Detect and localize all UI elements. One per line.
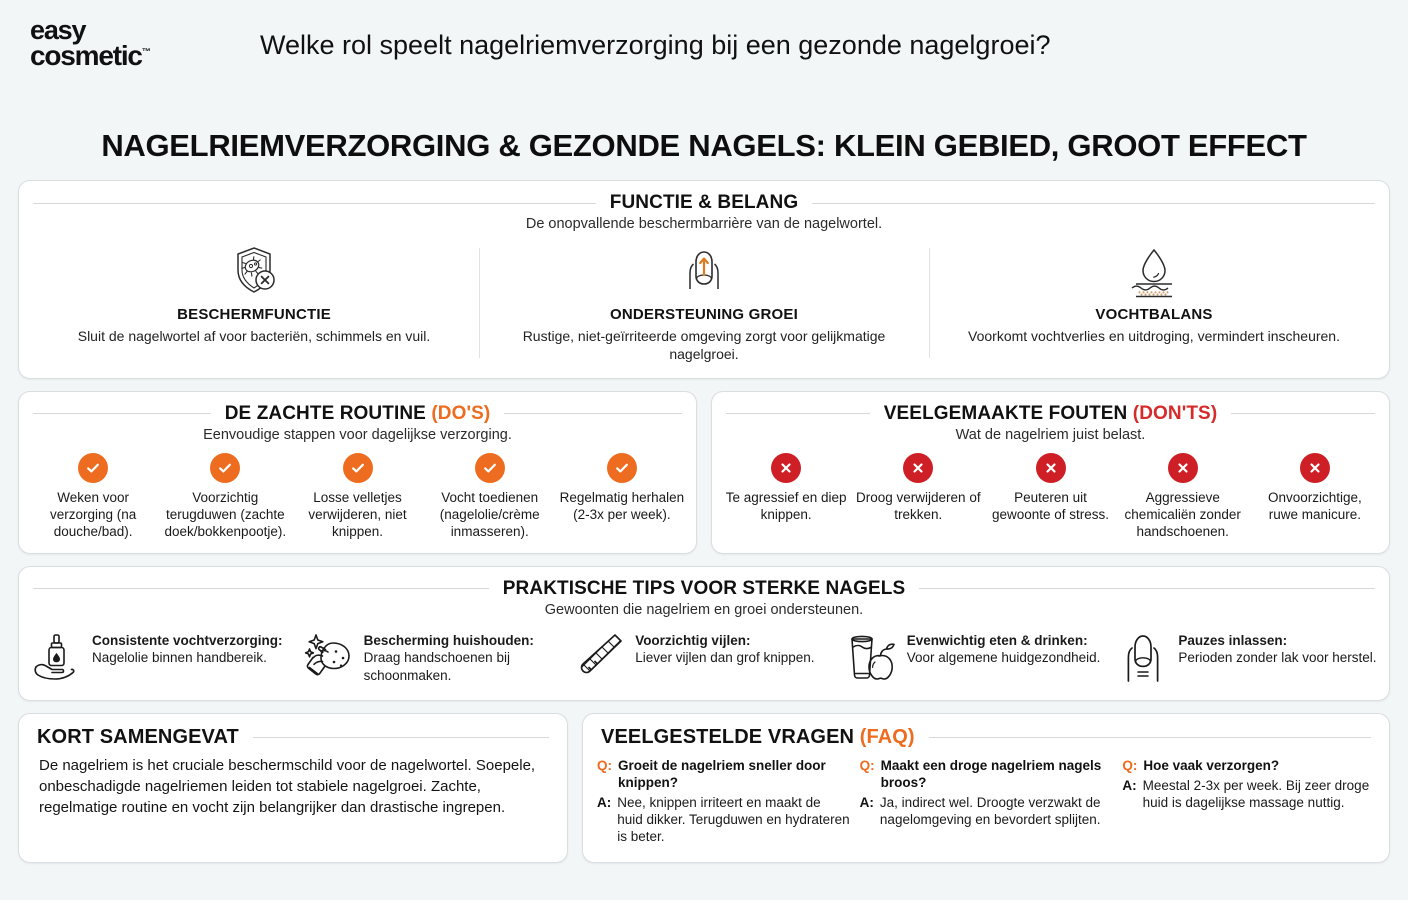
faq-q-label: Q: [859,757,875,773]
faq-answer-text: Nee, knippen irriteert en maakt de huid dikker. Terugduwen en hydrateren is beter. [617,794,850,844]
dos-item-text: Losse velletjes verwijderen, niet knippen. [308,489,407,539]
cross-icon [903,453,933,483]
function-section-header [19,192,1389,214]
function-column-desc: Voorkomt vochtverlies en uitdroging, vermindert inscheuren. [968,328,1340,344]
cross-icon [1300,453,1330,483]
brand-trademark: ™ [141,46,151,57]
list-item [984,453,1116,541]
dos-section-card [18,391,697,554]
water-drop-skin-layers-icon [943,242,1365,300]
list-item [1111,628,1383,686]
tips-items [19,622,1389,700]
list-item [1117,453,1249,541]
donts-section-card [711,391,1390,554]
summary-section-title: KORT SAMENGEVAT [37,725,239,748]
dos-section-subtitle: Eenvoudige stappen voor dagelijkse verzorging. [203,426,512,443]
donts-item-text: Droog verwijderen of trekken. [856,489,981,522]
function-section-subtitle: De onopvallende beschermbarrière van de nagelwortel. [525,216,883,232]
donts-item-text: Aggressieve chemicaliën zonder handschoenen. [1124,489,1241,539]
list-item [852,453,984,541]
tip-label: Voorzichtig vijlen: [635,632,751,648]
faq-a-label: A: [597,794,612,810]
shield-germ-blocked-icon [43,242,465,300]
dos-item-text: Weken voor verzorging (na douche/bad). [49,489,137,539]
tip-body [907,628,1101,667]
list-item [720,453,852,541]
brand-logo [30,14,260,70]
cross-icon [771,453,801,483]
tip-desc: Voor algemene huidgezondheid. [906,650,1101,666]
function-column-title: BESCHERMFUNCTIE [177,306,331,323]
header-rule-left [33,413,211,414]
glove-sponge-sparkle-icon [303,628,355,686]
tip-body [92,628,283,667]
faq-item [597,757,850,848]
dos-item-text: Voorzichtig terugduwen (zachte doek/bokkenpootje). [164,489,287,539]
header-rule-left [33,588,489,589]
tip-label: Pauzes inlassen: [1178,632,1288,648]
donts-item-text: Onvoorzichtige, ruwe manicure. [1268,489,1362,522]
tips-section-title: PRAKTISCHE TIPS VOOR STERKE NAGELS [502,577,906,599]
tip-label: Evenwichtig eten & drinken: [906,632,1088,648]
faq-question-text: Hoe vaak verzorgen? [1143,757,1280,773]
tip-label: Bescherming huishouden: [363,632,534,648]
list-item [291,453,423,541]
main-headline: NAGELRIEMVERZORGING & GEZONDE NAGELS: KLEIN GEBIED, GROOT EFFECT [101,128,1307,163]
faq-question [597,757,850,791]
header-rule-right [812,203,1375,204]
cross-icon [1036,453,1066,483]
list-item [424,453,556,541]
check-icon [78,453,108,483]
faq-item [1122,757,1375,848]
header-rule-right [929,737,1371,738]
faq-q-label: Q: [1122,757,1138,773]
cross-icon [1168,453,1198,483]
list-item [27,453,159,541]
tips-section-subtitle: Gewoonten die nagelriem en groei ondersteunen. [544,601,864,618]
faq-question-text: Maakt een droge nagelriem nagels broos? [880,757,1102,790]
dos-section-header [19,403,696,425]
tip-desc: Perioden zonder lak voor herstel. [1178,650,1377,666]
summary-section-header [19,726,567,749]
faq-answer-text: Meestal 2-3x per week. Bij zeer droge huid is dagelijkse massage nuttig. [1142,777,1370,810]
dos-items [19,447,696,553]
faq-section-title [601,726,915,749]
function-column-title: VOCHTBALANS [1095,306,1213,323]
faq-answer [860,794,1113,828]
header-rule-right [919,588,1375,589]
header-rule-left [726,413,870,414]
content-wrap [0,180,1408,863]
tip-desc: Nagelolie binnen handbereik. [92,650,267,666]
tip-desc: Draag handschoenen bij schoonmaken. [363,650,510,683]
header-rule-right [504,413,682,414]
page-header [0,0,1408,110]
summary-text: De nagelriem is het cruciale beschermschild voor de nagelwortel. Soepele, onbeschadigde nagelriemen leiden tot stabiele nagelgroei. Zachte, regelmatige routine en vocht zijn belangrijker dan drastische ingrepen. [39,756,536,817]
brand-logo-line1: easy [30,15,86,45]
page-title: Welke rol speelt nagelriemverzorging bij een gezonde nagelgroei? [260,30,1051,60]
list-item [159,453,291,541]
dos-donts-row [18,391,1390,554]
check-icon [475,453,505,483]
function-section-card [18,180,1390,379]
faq-item [860,757,1113,848]
bottom-row [18,713,1390,863]
faq-title-accent: (FAQ) [859,725,915,748]
donts-section-header [712,403,1389,425]
faq-items [583,755,1389,862]
nail-file-icon [574,628,626,686]
fingernail-growth-arrow-icon [493,242,915,300]
function-column-beschermfunctie [29,240,479,366]
donts-title-text: VEELGEMAAKTE FOUTEN [883,402,1128,424]
check-icon [210,453,240,483]
dropper-bottle-hand-icon [31,628,83,686]
faq-answer [597,794,850,845]
dos-item-text: Vocht toedienen (nagelolie/crème inmasseren). [439,489,540,539]
faq-question [1122,757,1375,774]
donts-section-title [884,403,1218,425]
function-column-desc: Sluit de nagelwortel af voor bacteriën, schimmels en vuil. [77,328,431,344]
check-icon [343,453,373,483]
check-icon [607,453,637,483]
brand-logo-line2-text: cosmetic [30,39,142,71]
dos-section-title [225,403,491,425]
function-section-title: FUNCTIE & BELANG [609,192,799,213]
list-item [1249,453,1381,541]
list-item [568,628,840,686]
tips-section-card [18,566,1390,701]
dos-title-text: DE ZACHTE ROUTINE [224,402,426,424]
tip-label: Consistente vochtverzorging: [92,632,283,648]
faq-q-label: Q: [597,757,612,773]
summary-section-card [18,713,568,863]
faq-a-label: A: [1122,777,1137,793]
list-item [840,628,1112,686]
function-column-desc: Rustige, niet-geïrriteerde omgeving zorgt voor gelijkmatige nagelgroei. [522,328,886,363]
tip-desc: Liever vijlen dan grof knippen. [635,650,815,666]
donts-item-text: Te agressief en diep knippen. [725,489,847,522]
donts-item-text: Peuteren uit gewoonte of stress. [991,489,1110,522]
faq-question-text: Groeit de nagelriem sneller door knippen? [618,757,826,790]
function-column-ondersteuning-groei [479,240,929,366]
function-column-vochtbalans [929,240,1379,366]
faq-section-card [582,713,1390,863]
dos-item-text: Regelmatig herhalen (2-3x per week). [559,489,685,522]
faq-a-label: A: [859,794,874,810]
faq-answer-text: Ja, indirect wel. Droogte verzwakt de nagelomgeving en bevordert splijten. [879,794,1101,827]
list-item [297,628,569,686]
faq-title-text: VEELGESTELDE VRAGEN [601,725,855,748]
header-rule-right [1231,413,1375,414]
faq-section-header [583,726,1389,749]
brand-logo-line2 [30,39,151,71]
tip-body [635,628,814,667]
tip-body [1178,628,1376,667]
header-rule-right [253,737,549,738]
function-columns [19,236,1389,378]
donts-title-accent: (DON'TS) [1132,402,1218,424]
water-glass-apple-icon [846,628,898,686]
donts-section-subtitle: Wat de nagelriem juist belast. [955,426,1146,443]
fingertip-nail-icon [1117,628,1169,686]
function-column-title: ONDERSTEUNING GROEI [610,306,798,323]
list-item [556,453,688,541]
tip-body [364,628,563,685]
header-rule-left [33,203,596,204]
faq-answer [1122,777,1375,811]
dos-title-accent: (DO'S) [431,402,491,424]
tips-section-header [19,578,1389,600]
faq-question [860,757,1113,791]
donts-items [712,447,1389,553]
list-item [25,628,297,686]
